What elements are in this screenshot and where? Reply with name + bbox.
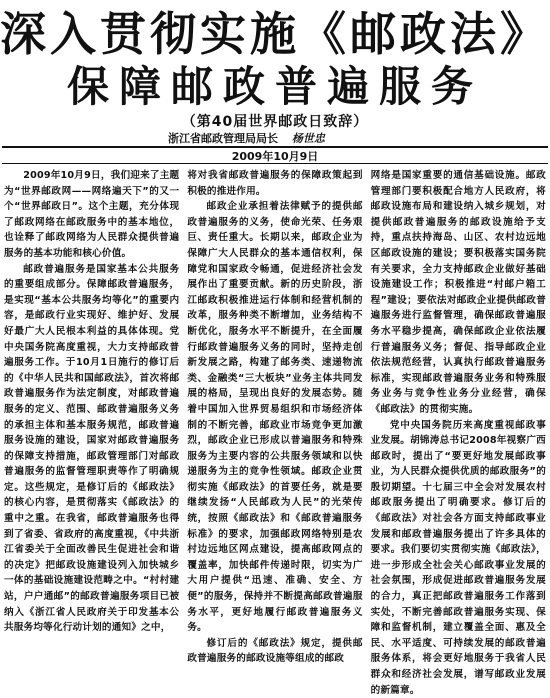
author-organization: 浙江省邮政管理局局长 xyxy=(168,132,278,145)
byline xyxy=(168,130,335,146)
column-2 xyxy=(187,168,362,573)
subtitle: （第40届世界邮政日致辞） xyxy=(0,111,550,131)
headline-line-1: 深入贯彻实施《邮政法》 xyxy=(0,8,550,60)
paragraph: 将对我省邮政普遍服务的保障政策起到积极的推进作用。 xyxy=(187,168,362,199)
paragraph: 邮政普遍服务是国家基本公共服务的重要组成部分。保障邮政普遍服务，是实现“基本公共服务均等化”的重要内容，是邮政行业实现好、维护好、发展好最广大人民根本利益的具体体现。党中央国务院高度重视，大力支持邮政普遍服务工作。于10月1日施行的修订后的《中华人民共和国邮政法》，首次将邮政普遍服务作为法定制度，对邮政普遍服务的定义、范围、邮政普遍服务义务的承担主体和基本服务规范，邮政普遍服务设施的建设，国家对邮政普遍服务的保障支持措施，邮政管理部门对邮政普遍服务的监督管理职责等作了明确规定。这些规定，是修订后的《邮政法》的核心内容，是贯彻落实《邮政法》的重中之重。在我省，邮政普遍服务也得到了省委、省政府的高度重视，《中共浙江省委关于全面改善民生促进社会和谐的决定》把邮政设施建设列入加快城乡一体的基础设施建设范畴之中。“村村建站，户户通邮”的邮政普遍服务项目已被纳入《浙江省人民政府关于印发基本公共服务均等化行动计划的通知》之中， xyxy=(4,262,179,636)
author-name: 杨世忠 xyxy=(292,132,325,145)
divider-bottom xyxy=(2,163,548,164)
paragraph: 邮政企业承担着法律赋予的提供邮政普遍服务的义务，使命光荣、任务艰巨、责任重大。长期以来，邮政企业为保障广大人民群众的基本通信权利，保障党和国家政令畅通，促进经济社会发展作出了重要贡献。新的历史阶段，浙江邮政积极推进运行体制和经营机制的改革，服务种类不断增加，业务结构不断优化，服务水平不断提升，在全面履行邮政普遍服务义务的同时，坚持走创新发展之路，构建了邮务类、速递物流类、金融类“三大板块”业务主体共同发展的格局，呈现出良好的发展态势。随着中国加入世界贸易组织和市场经济体制的不断完善，邮政业市场竞争更加激烈，邮政企业已形成以普遍服务和特殊服务为主要内容的公共服务领域和以快递服务为主的竞争性领域。邮政企业贯彻实施《邮政法》的首要任务，就是要继续发扬“人民邮政为人民”的光荣传统，按照《邮政法》和《邮政普遍服务标准》的要求，加强邮政网络特别是农村边远地区网点建设，提高邮政网点的覆盖率，加快邮件传递时限，切实为广大用户提供“迅速、准确、安全、方便”的服务，保持并不断提高邮政普遍服务水平，更好地履行邮政普遍服务义务。 xyxy=(187,199,362,636)
paragraph: 网络是国家重要的通信基础设施。邮政管理部门要积极配合地方人民政府，将邮政设施布局和建设纳入城乡规划，对提供邮政普遍服务的邮政设施给予支持，重点扶持海岛、山区、农村边远地区邮政设施的建设；要积极落实国务院有关要求，全力支持邮政企业做好基础设施建设工作；积极推进“村邮户箱工程”建设；要依法对邮政企业提供邮政普遍服务进行监督管理，确保邮政普遍服务水平稳步提高，确保邮政企业依法履行普遍服务义务；督促、指导邮政企业依法规范经营，认真执行邮政普遍服务标准，实现邮政普遍服务业务和特殊服务业务与竞争性业务分业经营，确保《邮政法》的贯彻实施。 xyxy=(371,168,546,418)
column-1 xyxy=(4,168,179,573)
column-3 xyxy=(371,168,546,573)
article-body xyxy=(4,168,546,573)
paragraph: 修订后的《邮政法》规定，提供邮政普遍服务的邮政设施等组成的邮政 xyxy=(187,636,362,667)
paragraph: 党中央国务院历来高度重视邮政事业发展。胡锦涛总书记2008年视察广西邮政时，提出了“要更好地发展邮政事业，为人民群众提供优质的邮政服务”的殷切期望。十七届三中全会对发展农村邮政服务提出了明确要求。修订后的《邮政法》对社会各方面支持邮政事业发展和邮政普遍服务提出了许多具体的要求。我们要切实贯彻实施《邮政法》，进一步形成全社会关心邮政事业发展的社会氛围，形成促进邮政普遍服务发展的合力，真正把邮政普遍服务工作落到实处，不断完善邮政普遍服务实现、保障和监督机制，建立覆盖全面、惠及全民、水平适度、可持续发展的邮政普遍服务体系，将会更好地服务于我省人民群众和经济社会发展，谱写邮政业发展的新篇章。 xyxy=(371,418,546,698)
dateline: 2009年10月9日 xyxy=(0,148,550,164)
headline-line-2: 保障邮政普遍服务 xyxy=(0,62,550,112)
paragraph: 2009年10月9日，我们迎来了主题为“世界邮政网——网络遍天下”的又一个“世界邮政日”。这个主题，充分体现了邮政网络在邮政服务中的基本地位，也诠释了邮政网络为人民群众提供普遍服务的基本功能和核心价值。 xyxy=(4,168,179,262)
